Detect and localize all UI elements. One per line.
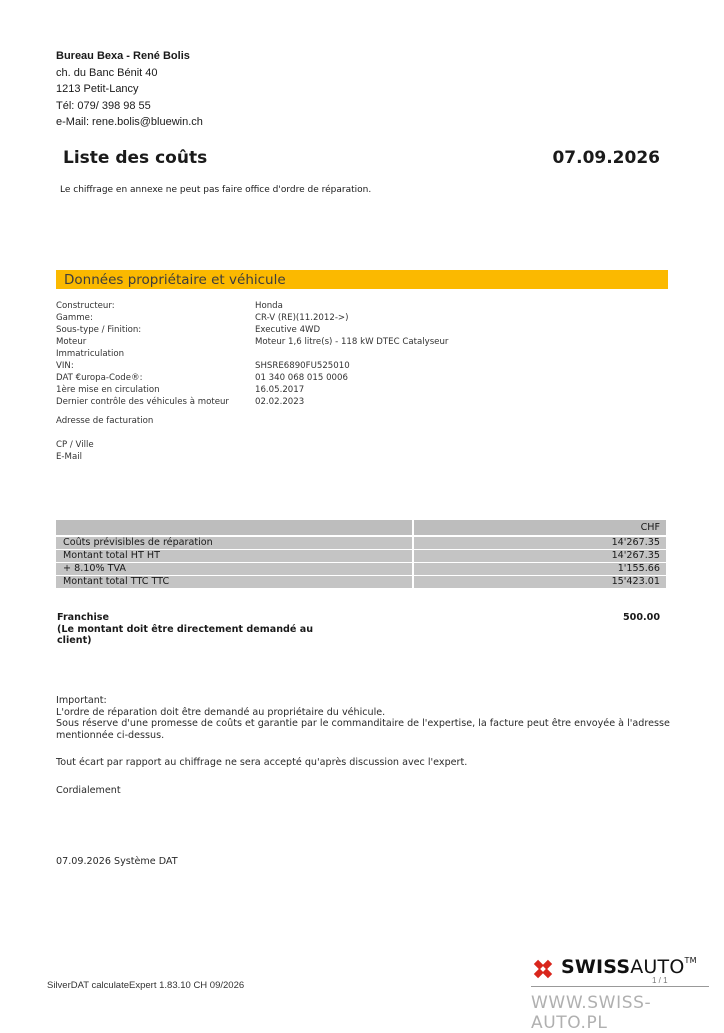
cost-summary-table xyxy=(56,520,666,589)
billing-zip-city-label: CP / Ville xyxy=(56,440,94,450)
vehicle-value: SHSRE6890FU525010 xyxy=(255,361,350,371)
watermark-website: WWW.SWISS-AUTO.PL xyxy=(531,993,652,1033)
document-title: Liste des coûts xyxy=(63,148,208,168)
currency-header: CHF xyxy=(640,522,660,533)
cost-value: 1'155.66 xyxy=(617,563,660,574)
franchise-note: (Le montant doit être directement demandé au client) xyxy=(57,623,314,646)
section-title: Données propriétaire et véhicule xyxy=(64,272,286,288)
important-line-1: L'ordre de réparation doit être demandé au propriétaire du véhicule. xyxy=(56,706,386,718)
sender-street: ch. du Banc Bénit 40 xyxy=(56,66,158,79)
vehicle-row-manufacturer xyxy=(56,301,556,313)
cost-label: Montant total HT HT xyxy=(63,550,160,561)
document-date: 07.09.2026 xyxy=(552,148,660,168)
vehicle-row-subtype xyxy=(56,325,556,337)
vehicle-value: Moteur 1,6 litre(s) - 118 kW DTEC Catalyseur xyxy=(255,337,449,347)
vehicle-label: Sous-type / Finition: xyxy=(56,325,142,335)
franchise-label: Franchise xyxy=(57,612,109,623)
cost-table-header xyxy=(56,520,666,535)
franchise-block xyxy=(57,612,337,647)
cost-value: 15'423.01 xyxy=(611,576,660,587)
vehicle-label: Moteur xyxy=(56,337,87,347)
billing-email-label: E-Mail xyxy=(56,452,82,462)
vehicle-value: 02.02.2023 xyxy=(255,397,305,407)
table-row xyxy=(56,550,666,562)
cost-value: 14'267.35 xyxy=(611,550,660,561)
software-version: SilverDAT calculateExpert 1.83.10 CH 09/2026 xyxy=(47,980,245,991)
vehicle-label: 1ère mise en circulation xyxy=(56,385,160,395)
disclaimer-text: Le chiffrage en annexe ne peut pas faire office d'ordre de réparation. xyxy=(60,185,372,195)
franchise-value: 500.00 xyxy=(622,612,660,623)
cost-label: + 8.10% TVA xyxy=(63,563,126,574)
vehicle-row-vin xyxy=(56,361,556,373)
vehicle-value: Honda xyxy=(255,301,283,311)
sender-phone: Tél: 079/ 398 98 55 xyxy=(56,99,151,112)
table-row xyxy=(56,563,666,575)
sender-email: e-Mail: rene.bolis@bluewin.ch xyxy=(56,116,203,128)
cost-label: Coûts prévisibles de réparation xyxy=(63,537,213,548)
system-line: 07.09.2026 Système DAT xyxy=(56,856,178,867)
important-notes xyxy=(56,695,676,741)
vehicle-value: 01 340 068 015 0006 xyxy=(255,373,348,383)
vehicle-row-first-registration xyxy=(56,385,556,397)
closing-text: Cordialement xyxy=(56,785,121,796)
sender-city: 1213 Petit-Lancy xyxy=(56,83,139,95)
trademark-mark: TM xyxy=(684,956,697,965)
sender-name: Bureau Bexa - René Bolis xyxy=(56,50,190,62)
vehicle-label: Gamme: xyxy=(56,313,93,323)
vehicle-row-dat-code xyxy=(56,373,556,385)
table-row xyxy=(56,537,666,549)
vehicle-label: VIN: xyxy=(56,361,74,371)
section-header-owner-vehicle xyxy=(56,270,668,289)
vehicle-label: Immatriculation xyxy=(56,349,125,359)
vehicle-label: DAT €uropa-Code®: xyxy=(56,373,143,383)
vehicle-label: Dernier contrôle des véhicules à moteur xyxy=(56,397,229,407)
important-line-2: Sous réserve d'une promesse de coûts et garantie par le commanditaire de l'expertise, la facture peut être envoyée à l'adresse mentionnée ci-dessus. xyxy=(56,718,670,741)
vehicle-value: CR-V (RE)(11.2012->) xyxy=(255,313,349,323)
table-row xyxy=(56,576,666,588)
brand-name: SWISSAUTO™ xyxy=(561,956,697,978)
deviation-notice: Tout écart par rapport au chiffrage ne sera accepté qu'après discussion avec l'expert. xyxy=(56,757,468,768)
page-number: 1 / 1 xyxy=(652,976,668,985)
vehicle-row-registration xyxy=(56,349,556,361)
vehicle-row-range xyxy=(56,313,556,325)
sender-address xyxy=(56,48,203,131)
cost-value: 14'267.35 xyxy=(611,537,660,548)
billing-address-label: Adresse de facturation xyxy=(56,416,154,426)
divider xyxy=(531,986,709,987)
important-heading: Important: xyxy=(56,695,107,706)
vehicle-row-last-inspection xyxy=(56,397,556,409)
cost-label: Montant total TTC TTC xyxy=(63,576,170,587)
swissauto-logo xyxy=(531,955,711,985)
swiss-cross-icon xyxy=(531,957,555,981)
vehicle-label: Constructeur: xyxy=(56,301,115,311)
vehicle-value: Executive 4WD xyxy=(255,325,321,335)
vehicle-row-engine xyxy=(56,337,556,349)
vehicle-value: 16.05.2017 xyxy=(255,385,305,395)
